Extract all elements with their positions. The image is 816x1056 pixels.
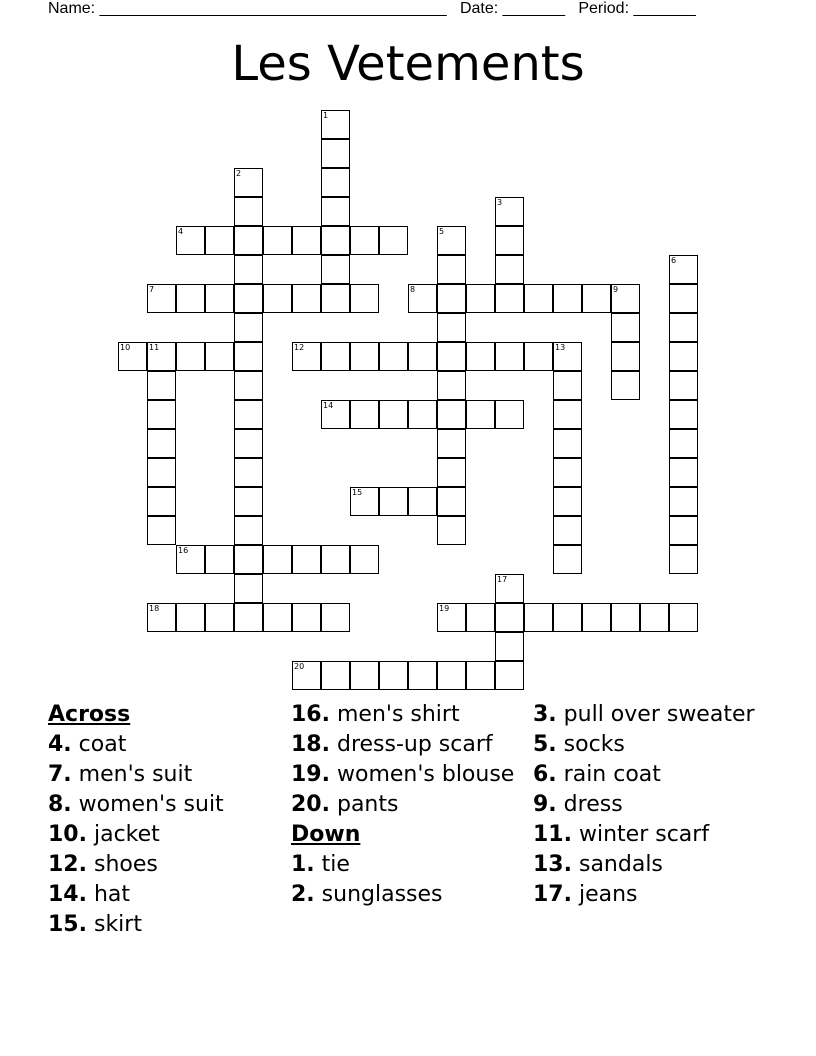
grid-cell[interactable]: [176, 545, 205, 574]
grid-cell[interactable]: [292, 603, 321, 632]
clue-down-9: 9. dress: [533, 792, 623, 817]
down-heading: Down: [291, 822, 361, 847]
grid-cell[interactable]: [466, 284, 495, 313]
grid-cell[interactable]: [263, 545, 292, 574]
clue-down-17: 17. jeans: [533, 882, 638, 907]
clue-down-3: 3. pull over sweater: [533, 702, 755, 727]
grid-cell[interactable]: [234, 197, 263, 226]
grid-cell[interactable]: [669, 458, 698, 487]
cell-number: 19: [439, 604, 450, 613]
clue-down-2: 2. sunglasses: [291, 882, 443, 907]
grid-cell[interactable]: [466, 400, 495, 429]
clue-across-19: 19. women's blouse: [291, 762, 515, 787]
clue-across-18: 18. dress-up scarf: [291, 732, 493, 757]
grid-cell[interactable]: [495, 603, 524, 632]
clue-across-20: 20. pants: [291, 792, 399, 817]
grid-cell[interactable]: [437, 313, 466, 342]
grid-cell[interactable]: [263, 284, 292, 313]
grid-cell[interactable]: [234, 516, 263, 545]
clue-down-11: 11. winter scarf: [533, 822, 710, 847]
cell-number: 18: [149, 604, 160, 613]
grid-cell[interactable]: [408, 487, 437, 516]
grid-cell[interactable]: [437, 342, 466, 371]
grid-cell[interactable]: [553, 516, 582, 545]
grid-cell[interactable]: [118, 342, 147, 371]
grid-cell[interactable]: [553, 458, 582, 487]
grid-cell[interactable]: [234, 458, 263, 487]
cell-number: 9: [613, 285, 619, 294]
grid-cell[interactable]: [350, 661, 379, 690]
grid-cell[interactable]: [234, 371, 263, 400]
grid-cell[interactable]: [321, 284, 350, 313]
grid-cell[interactable]: [437, 661, 466, 690]
grid-cell[interactable]: [437, 516, 466, 545]
grid-cell[interactable]: [176, 603, 205, 632]
grid-cell[interactable]: [495, 284, 524, 313]
grid-cell[interactable]: [321, 545, 350, 574]
grid-cell[interactable]: [263, 603, 292, 632]
clue-across-10: 10. jacket: [48, 822, 160, 847]
grid-cell[interactable]: [669, 603, 698, 632]
grid-cell[interactable]: [321, 226, 350, 255]
grid-cell[interactable]: [176, 284, 205, 313]
cell-number: 1: [323, 111, 329, 120]
grid-cell[interactable]: [147, 284, 176, 313]
grid-cell[interactable]: [669, 429, 698, 458]
grid-cell[interactable]: [495, 574, 524, 603]
cell-number: 3: [497, 198, 503, 207]
grid-cell[interactable]: [292, 545, 321, 574]
grid-cell[interactable]: [147, 458, 176, 487]
clue-across-12: 12. shoes: [48, 852, 158, 877]
grid-cell[interactable]: [669, 487, 698, 516]
grid-cell[interactable]: [147, 603, 176, 632]
cell-number: 5: [439, 227, 445, 236]
grid-cell[interactable]: [553, 400, 582, 429]
grid-cell[interactable]: [553, 603, 582, 632]
grid-cell[interactable]: [292, 226, 321, 255]
grid-cell[interactable]: [611, 342, 640, 371]
clue-down-5: 5. socks: [533, 732, 625, 757]
grid-cell[interactable]: [669, 400, 698, 429]
clue-across-15: 15. skirt: [48, 912, 142, 937]
grid-cell[interactable]: [234, 545, 263, 574]
grid-cell[interactable]: [234, 487, 263, 516]
cell-number: 7: [149, 285, 155, 294]
grid-cell[interactable]: [466, 603, 495, 632]
grid-cell[interactable]: [147, 400, 176, 429]
grid-cell[interactable]: [205, 342, 234, 371]
grid-cell[interactable]: [466, 342, 495, 371]
grid-cell[interactable]: [321, 197, 350, 226]
grid-cell[interactable]: [234, 429, 263, 458]
cell-number: 16: [178, 546, 189, 555]
grid-cell[interactable]: [350, 342, 379, 371]
cell-number: 15: [352, 488, 363, 497]
period-label: Period:: [578, 0, 630, 17]
grid-cell[interactable]: [553, 545, 582, 574]
grid-cell[interactable]: [408, 661, 437, 690]
grid-cell[interactable]: [350, 400, 379, 429]
grid-cell[interactable]: [437, 400, 466, 429]
grid-cell[interactable]: [379, 226, 408, 255]
grid-cell[interactable]: [553, 371, 582, 400]
grid-cell[interactable]: [669, 255, 698, 284]
date-label: Date:: [459, 0, 499, 17]
clue-across-8: 8. women's suit: [48, 792, 224, 817]
grid-cell[interactable]: [640, 603, 669, 632]
cell-number: 6: [671, 256, 677, 265]
grid-cell[interactable]: [437, 371, 466, 400]
grid-cell[interactable]: [611, 603, 640, 632]
grid-cell[interactable]: [524, 603, 553, 632]
grid-cell[interactable]: [379, 661, 408, 690]
grid-cell[interactable]: [495, 400, 524, 429]
grid-cell[interactable]: [292, 342, 321, 371]
grid-cell[interactable]: [147, 516, 176, 545]
grid-cell[interactable]: [408, 342, 437, 371]
grid-cell[interactable]: [234, 574, 263, 603]
grid-cell[interactable]: [321, 139, 350, 168]
grid-cell[interactable]: [147, 487, 176, 516]
grid-cell[interactable]: [669, 342, 698, 371]
grid-cell[interactable]: [553, 342, 582, 371]
grid-cell[interactable]: [321, 661, 350, 690]
clue-down-1: 1. tie: [291, 852, 350, 877]
clue-across-16: 16. men's shirt: [291, 702, 460, 727]
grid-cell[interactable]: [582, 603, 611, 632]
grid-cell[interactable]: [437, 226, 466, 255]
grid-cell[interactable]: [350, 487, 379, 516]
grid-cell[interactable]: [611, 371, 640, 400]
grid-cell[interactable]: [495, 197, 524, 226]
grid-cell[interactable]: [205, 545, 234, 574]
grid-cell[interactable]: [495, 342, 524, 371]
name-label: Name:: [48, 0, 96, 17]
grid-cell[interactable]: [205, 226, 234, 255]
grid-cell[interactable]: [495, 226, 524, 255]
grid-cell[interactable]: [147, 429, 176, 458]
grid-cell[interactable]: [611, 313, 640, 342]
grid-cell[interactable]: [582, 284, 611, 313]
clue-down-13: 13. sandals: [533, 852, 663, 877]
grid-cell[interactable]: [176, 342, 205, 371]
grid-cell[interactable]: [437, 487, 466, 516]
clues-column-3: [533, 702, 763, 912]
grid-cell[interactable]: [437, 255, 466, 284]
grid-cell[interactable]: [524, 284, 553, 313]
grid-cell[interactable]: [495, 632, 524, 661]
grid-cell[interactable]: [234, 255, 263, 284]
grid-cell[interactable]: [176, 226, 205, 255]
page-title: Les Vetements: [231, 36, 585, 92]
grid-cell[interactable]: [379, 487, 408, 516]
cell-number: 10: [120, 343, 131, 352]
grid-cell[interactable]: [466, 661, 495, 690]
clue-across-14: 14. hat: [48, 882, 131, 907]
cell-number: 14: [323, 401, 334, 410]
grid-cell[interactable]: [205, 284, 234, 313]
grid-cell[interactable]: [553, 284, 582, 313]
grid-cell[interactable]: [669, 516, 698, 545]
grid-cell[interactable]: [379, 342, 408, 371]
grid-cell[interactable]: [437, 603, 466, 632]
clue-across-4: 4. coat: [48, 732, 127, 757]
grid-cell[interactable]: [437, 429, 466, 458]
name-blank[interactable]: _______________________________________: [99, 0, 447, 17]
grid-cell[interactable]: [350, 226, 379, 255]
cell-number: 8: [410, 285, 416, 294]
grid-cell[interactable]: [669, 545, 698, 574]
grid-cell[interactable]: [350, 284, 379, 313]
grid-cell[interactable]: [379, 400, 408, 429]
grid-cell[interactable]: [350, 545, 379, 574]
grid-cell[interactable]: [234, 226, 263, 255]
grid-cell[interactable]: [553, 429, 582, 458]
grid-cell[interactable]: [524, 342, 553, 371]
grid-cell[interactable]: [292, 284, 321, 313]
grid-cell[interactable]: [408, 400, 437, 429]
cell-number: 11: [149, 343, 160, 352]
cell-number: 13: [555, 343, 566, 352]
grid-cell[interactable]: [437, 284, 466, 313]
grid-cell[interactable]: [147, 342, 176, 371]
cell-number: 17: [497, 575, 508, 584]
grid-cell[interactable]: [408, 284, 437, 313]
grid-cell[interactable]: [669, 284, 698, 313]
grid-cell[interactable]: [669, 371, 698, 400]
grid-cell[interactable]: [321, 342, 350, 371]
grid-cell[interactable]: [321, 110, 350, 139]
across-heading: Across: [48, 702, 131, 727]
cell-number: 12: [294, 343, 305, 352]
grid-cell[interactable]: [321, 255, 350, 284]
period-blank[interactable]: _______: [633, 0, 696, 17]
grid-cell[interactable]: [234, 603, 263, 632]
grid-cell[interactable]: [495, 661, 524, 690]
cell-number: 2: [236, 169, 242, 178]
grid-cell[interactable]: [669, 313, 698, 342]
grid-cell[interactable]: [234, 168, 263, 197]
cell-number: 4: [178, 227, 184, 236]
cell-number: 20: [294, 662, 305, 671]
grid-cell[interactable]: [321, 168, 350, 197]
grid-cell[interactable]: [147, 371, 176, 400]
grid-cell[interactable]: [205, 603, 234, 632]
grid-cell[interactable]: [321, 400, 350, 429]
grid-cell[interactable]: [292, 661, 321, 690]
grid-cell[interactable]: [321, 603, 350, 632]
grid-cell[interactable]: [234, 313, 263, 342]
date-blank[interactable]: _______: [502, 0, 565, 17]
grid-cell[interactable]: [234, 342, 263, 371]
grid-cell[interactable]: [437, 458, 466, 487]
clue-down-6: 6. rain coat: [533, 762, 661, 787]
clues-column-1: [48, 702, 278, 942]
grid-cell[interactable]: [234, 284, 263, 313]
clues-column-2: [291, 702, 523, 912]
clue-across-7: 7. men's suit: [48, 762, 193, 787]
grid-cell[interactable]: [611, 284, 640, 313]
grid-cell[interactable]: [263, 226, 292, 255]
grid-cell[interactable]: [553, 487, 582, 516]
grid-cell[interactable]: [495, 255, 524, 284]
grid-cell[interactable]: [234, 400, 263, 429]
